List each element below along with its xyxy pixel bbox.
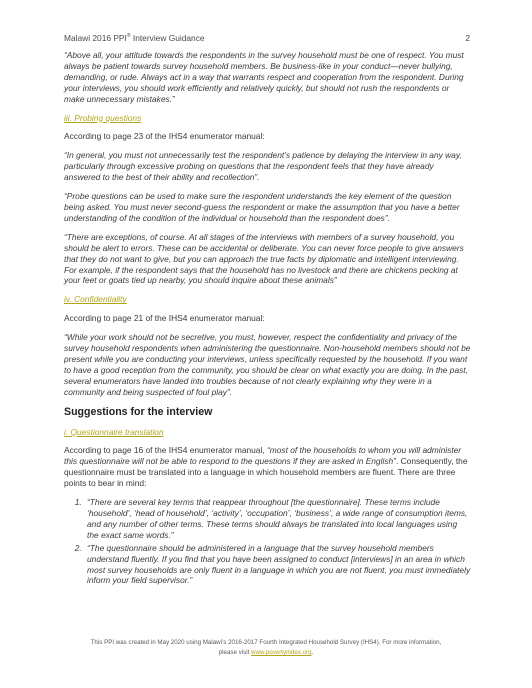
quote-confidentiality: “While your work should not be secretive, you must, however, respect the confidentiality and privacy of the survey household respondents when administering the questionnaire. Non-household members should not be present while you are conducting your interviews, unless specifically requested by the household. If you want to have a good reception from the community, you should be clear on what exactly you are doing. In the past, several enumerators have landed into troubles because of not clearly explaining why they were in a community and being suspected of foul play”. [64,332,471,397]
list-item: 2. “The questionnaire should be administered in a language that the survey household members understand fluently. If you find that you have been assigned to conduct [interviews] in an area in which most survey households are only fluent in a language in which you are not fluent, you must immediately inform your field supervisor.” [84,543,471,587]
subheading-confidentiality: iv. Confidentiality [64,294,127,305]
footer-line-2: please visit www.povertyindex.org. [218,649,314,656]
quote-attitude: “Above all, your attitude towards the respondents in the survey household must be one of respect. You must always be patient towards survey household members. Be business-like in your conduct—never bullying, demanding, or rude. Always act in a way that warrants respect and cooperation from the respondent. During your interviews, you should work efficiently and relatively quickly, but should not rush the respondents or make unnecessary mistakes.” [64,50,464,104]
footer-line-1: This PPI was created in May 2020 using Malawi’s 2016-2017 Fourth Integrated Household Survey (IHS4). For more information, [90,639,442,646]
quote-probe-questions: “Probe questions can be used to make sure the respondent understands the key element of the question being asked. You must never second-guess the respondent or make the assumption that you have a better understanding of the condition of the individual or household than the respondent does”. [64,191,460,223]
page-number: 2 [465,33,470,43]
povertyindex-link[interactable]: www.povertyindex.org [251,649,312,656]
reference-page-21: According to page 21 of the IHS4 enumerator manual: [64,313,265,324]
section-heading-suggestions: Suggestions for the interview [64,405,213,418]
page-footer [58,638,474,658]
quote-patience: “In general, you must not unnecessarily test the respondent’s patience by delaying the interview in any way, particularly through excessive probing on questions that the respondent feels that they have already answered to the best of their ability and recollection”. [64,150,462,183]
subheading-questionnaire-translation: i. Questionnaire translation [64,426,164,437]
subheading-probing-questions: iii. Probing questions [64,112,142,123]
page-body [64,50,471,588]
quote-exceptions: “There are exceptions, of course. At all stages of the interviews with members of a survey household, you should be alert to errors. These can be accidental or deliberate. You can never force people to give answers that they do not want to give, but you can approach the true facts by diplomatic and intelligent interviewing. For example, if the respondent says that the household has no livestock and there are chickens pecking at your feet or goats tied up nearby, you should inquire about these animals” [64,231,464,286]
reference-page-16: According to page 16 of the IHS4 enumerator manual, “most of the households to whom you will administer this questionnaire will not be able to respond to the questions if they are asked in English”. Consequently, the questionnaire must be translated into a language in which household members are fluent. There are three points to bear in mind: [64,445,468,489]
reference-page-23: According to page 23 of the IHS4 enumerator manual: [64,131,265,142]
translation-points-list [64,497,471,586]
list-item: 1. “There are several key terms that reappear throughout [the questionnaire]. These terms include ‘household’, ‘head of household’, ‘activity’, ‘occupation’, ‘business’, a wide range of consumption items, and any number of other terms. These terms should always be translated into local languages using the exact same words.” [84,497,471,541]
header-title: Malawi 2016 PPI® Interview Guidance [64,33,205,43]
